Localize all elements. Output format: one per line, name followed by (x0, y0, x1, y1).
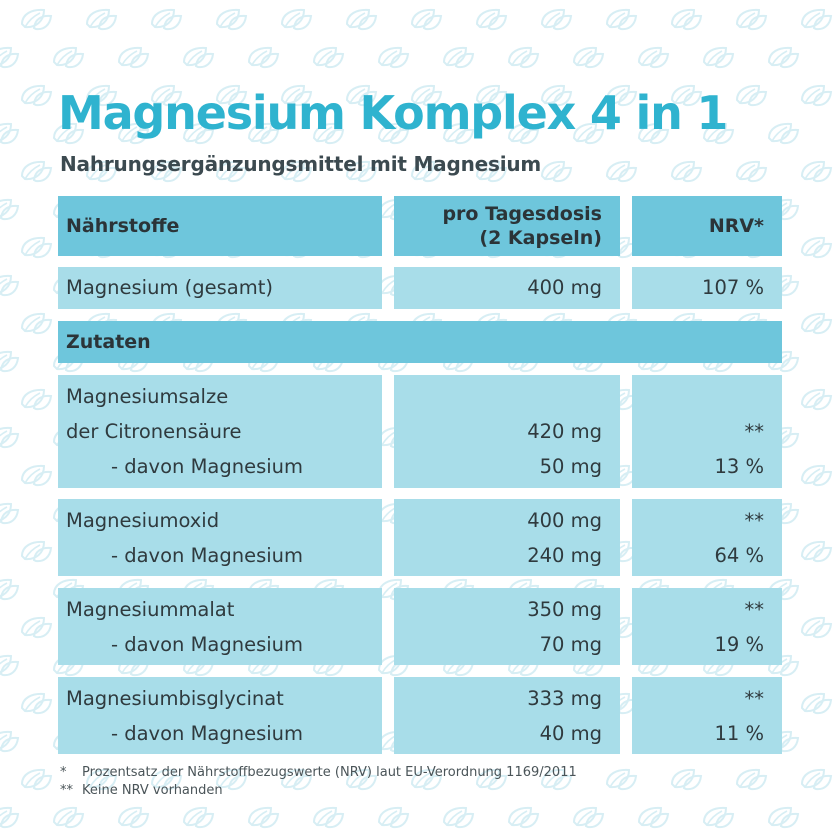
ingredient-1-nrv-cell (632, 375, 782, 488)
ingredient-2-nrv-cell (632, 499, 782, 576)
total-nrv-cell (632, 267, 782, 309)
footnote-no-nrv-text: Keine NRV vorhanden (82, 783, 223, 798)
ingredient-4-sub-name: - davon Magnesium (111, 722, 304, 745)
header-nutrients (58, 196, 382, 256)
ingredient-4-name-cell (58, 677, 382, 754)
header-per-dose (394, 196, 620, 256)
ingredient-2-sub-amount: 240 mg (527, 544, 602, 567)
ingredient-3-name-cell (58, 588, 382, 665)
ingredient-2-amount-cell (394, 499, 620, 576)
ingredient-1-name-line2: der Citronensäure (66, 420, 242, 443)
header-per-dose-line1: pro Tagesdosis (442, 203, 602, 225)
ingredients-header (58, 321, 782, 363)
total-amount-cell (394, 267, 620, 309)
header-nrv (632, 196, 782, 256)
total-amount: 400 mg (527, 276, 602, 299)
ingredient-2-amount: 400 mg (527, 509, 602, 532)
footnote-nrv (60, 765, 577, 780)
total-nrv: 107 % (702, 276, 764, 299)
ingredient-1-name-cell (58, 375, 382, 488)
ingredient-1-amount-cell (394, 375, 620, 488)
ingredient-1-sub-nrv: 13 % (714, 455, 764, 478)
ingredient-4-amount: 333 mg (527, 687, 602, 710)
footnote-nrv-text: Prozentsatz der Nährstoffbezugswerte (NRV) laut EU-Verordnung 1169/2011 (82, 765, 577, 780)
ingredient-3-nrv-cell (632, 588, 782, 665)
ingredient-1-name-line1: Magnesiumsalze (66, 385, 229, 408)
ingredient-2-name-cell (58, 499, 382, 576)
ingredient-2-sub-name: - davon Magnesium (111, 544, 304, 567)
ingredient-1-nrv: ** (744, 420, 764, 443)
ingredient-3-name-line1: Magnesiummalat (66, 598, 235, 621)
total-name-cell (58, 267, 382, 309)
ingredient-4-name-line1: Magnesiumbisglycinat (66, 687, 284, 710)
footnote-nrv-mark: * (60, 765, 67, 780)
page-subtitle: Nahrungsergänzungsmittel mit Magnesium (60, 152, 542, 176)
ingredient-2-nrv: ** (744, 509, 764, 532)
header-nutrients-label: Nährstoffe (66, 215, 180, 237)
footnote-no-nrv-mark: ** (60, 783, 73, 798)
ingredient-4-nrv: ** (744, 687, 764, 710)
ingredient-4-sub-amount: 40 mg (539, 722, 602, 745)
header-per-dose-line2: (2 Kapseln) (479, 227, 602, 249)
ingredient-2-name-line1: Magnesiumoxid (66, 509, 220, 532)
page-title: Magnesium Komplex 4 in 1 (58, 86, 728, 140)
ingredient-4-nrv-cell (632, 677, 782, 754)
ingredient-3-sub-name: - davon Magnesium (111, 633, 304, 656)
ingredient-1-sub-amount: 50 mg (539, 455, 602, 478)
ingredient-2-sub-nrv: 64 % (714, 544, 764, 567)
ingredients-header-label: Zutaten (66, 331, 151, 353)
ingredient-3-amount-cell (394, 588, 620, 665)
header-nrv-label: NRV* (708, 215, 764, 237)
footnote-no-nrv (60, 783, 223, 798)
ingredient-1-sub-name: - davon Magnesium (111, 455, 304, 478)
total-name: Magnesium (gesamt) (66, 276, 273, 299)
ingredient-3-sub-amount: 70 mg (539, 633, 602, 656)
ingredient-3-amount: 350 mg (527, 598, 602, 621)
ingredient-1-amount: 420 mg (527, 420, 602, 443)
ingredient-3-nrv: ** (744, 598, 764, 621)
ingredient-4-sub-nrv: 11 % (714, 722, 764, 745)
ingredient-4-amount-cell (394, 677, 620, 754)
ingredient-3-sub-nrv: 19 % (714, 633, 764, 656)
